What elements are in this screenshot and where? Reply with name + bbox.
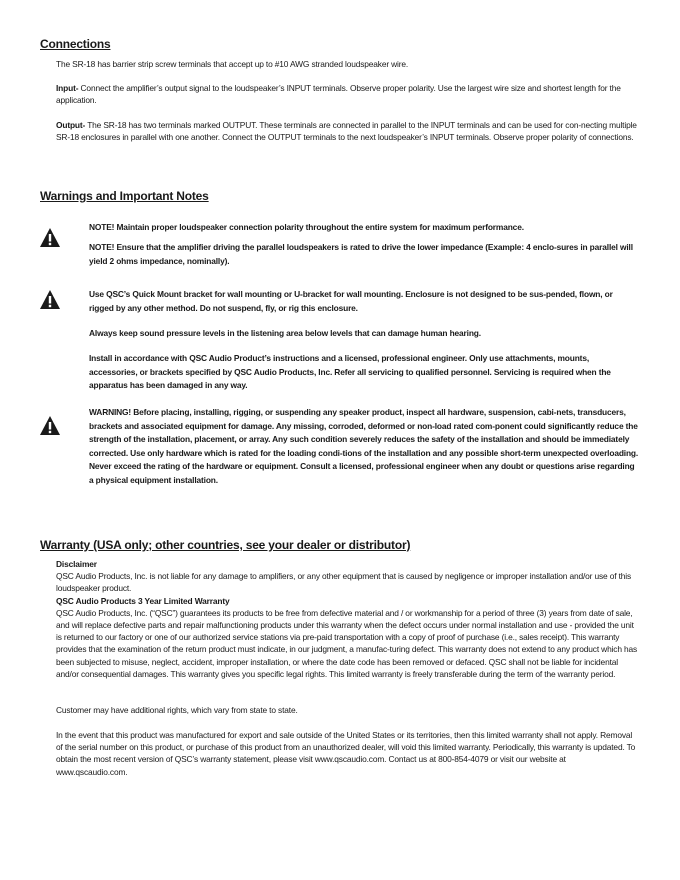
warranty-rights: Customer may have additional rights, which vary from state to state. bbox=[56, 705, 298, 715]
disclaimer-title: Disclaimer bbox=[56, 559, 97, 569]
output-label: Output- bbox=[56, 120, 86, 130]
connections-output bbox=[56, 119, 638, 143]
output-text: The SR-18 has two terminals marked OUTPUT. These terminals are connected in parallel to the INPUT terminals and can be used for con-necting multiple SR-18 enclosures in parallel with one another. Connect the OUTPUT terminals to the next loudspeaker’s INPUT terminals. Observe proper polarity of connections. bbox=[56, 120, 637, 143]
warning-hardware: WARNING! Before placing, installing, rigging, or suspending any speaker product, inspect all hardware, suspension, cabi-nets, transducers, brackets and associated equipment for damage. Any missing, corroded, deformed or non-load rated com-ponent could significantly reduce the strength of the installation, placement, or array. Any such condition severely reduces the safety of the installation and should be immediately corrected. Use only hardware which is rated for the loading condi-tions of the installation and any possible short-term unexpected overloading. Never exceed the rating of the hardware or equipment. Consult a licensed, professional engineer when any doubt or questions arise regarding a physical equipment installation. bbox=[89, 407, 639, 485]
input-text: Connect the amplifier’s output signal to the loudspeaker’s INPUT terminals. Observe proper polarity. Use the largest wire size and shortest length for the application. bbox=[56, 83, 621, 106]
connections-intro: The SR-18 has barrier strip screw terminals that accept up to #10 AWG stranded loudspeaker wire. bbox=[56, 59, 409, 69]
warranty-disclaimer bbox=[56, 558, 638, 680]
warning-triangle-icon bbox=[39, 289, 61, 311]
note-sound-levels: Always keep sound pressure levels in the listening area below levels that can damage human hearing. bbox=[89, 328, 481, 338]
limited-warranty-title: QSC Audio Products 3 Year Limited Warranty bbox=[56, 595, 230, 606]
warranty-export: In the event that this product was manufactured for export and sale outside of the United States or its territories, then this limited warranty shall not apply. Removal of the serial number on this product, or purchase of this product from an unauthorized dealer, will void this limited warranty. Periodically, this warranty is updated. To obtain the most recent version of QSC’s warranty statement, please visit www.qscaudio.com. Contact us at 800-854-4079 or visit our website at www.qscaudio.com. bbox=[56, 730, 636, 777]
note-polarity: NOTE! Maintain proper loudspeaker connection polarity throughout the entire system for maximum performance. bbox=[89, 222, 524, 232]
warning-triangle-icon bbox=[39, 227, 61, 249]
warning-triangle-icon bbox=[39, 415, 61, 437]
note-installation: Install in accordance with QSC Audio Product’s instructions and a licensed, professional engineer. Only use attachments, mounts, accessories, or brackets specified by QSC Audio Products, Inc. Refer all servicing to qualified personnel. Servicing is required when the apparatus has been damaged in any way. bbox=[89, 353, 611, 391]
note-impedance: NOTE! Ensure that the amplifier driving the parallel loudspeakers is rated to drive the lower impedance (Example: 4 enclo-sures in parallel will yield 2 ohms impedance, nominally). bbox=[89, 242, 633, 266]
input-label: Input- bbox=[56, 83, 79, 93]
note-mounting: Use QSC’s Quick Mount bracket for wall mounting or U-bracket for wall mounting. Enclosure is not designed to be sus-pended, flown, or rigged by any other method. Do not suspend, fly, or rig this enclosure. bbox=[89, 289, 613, 313]
connections-input bbox=[56, 82, 638, 106]
warranty-heading: Warranty (USA only; other countries, see your dealer or distributor) bbox=[40, 538, 411, 552]
connections-heading: Connections bbox=[40, 37, 111, 51]
disclaimer-text: QSC Audio Products, Inc. is not liable for any damage to amplifiers, or any other equipment that is caused by negligence or improper installation and/or use of this loudspeaker product. bbox=[56, 571, 632, 594]
warnings-heading: Warnings and Important Notes bbox=[40, 189, 209, 203]
limited-warranty-text: QSC Audio Products, Inc. (“QSC”) guarantees its products to be free from defective material and / or workmanship for a period of three (3) years from date of sale, and will replace defective parts and repair malfunctioning products under this warranty when the defect occurs under normal installation and use - provided the unit is returned to our factory or one of our authorized service stations via pre-paid transportation with a copy of proof of purchase (i.e., sales receipt). This warranty provides that the examination of the return product must indicate, in our judgment, a manufac-turing defect. This warranty does not extend to any product which has been subjected to misuse, neglect, accident, improper installation, or where the date code has been removed or defaced. QSC shall not be liable for incidental and/or consequential damages. This warranty gives you specific legal rights. This limited warranty is freely transferable during the term of the warranty period. bbox=[56, 607, 638, 679]
